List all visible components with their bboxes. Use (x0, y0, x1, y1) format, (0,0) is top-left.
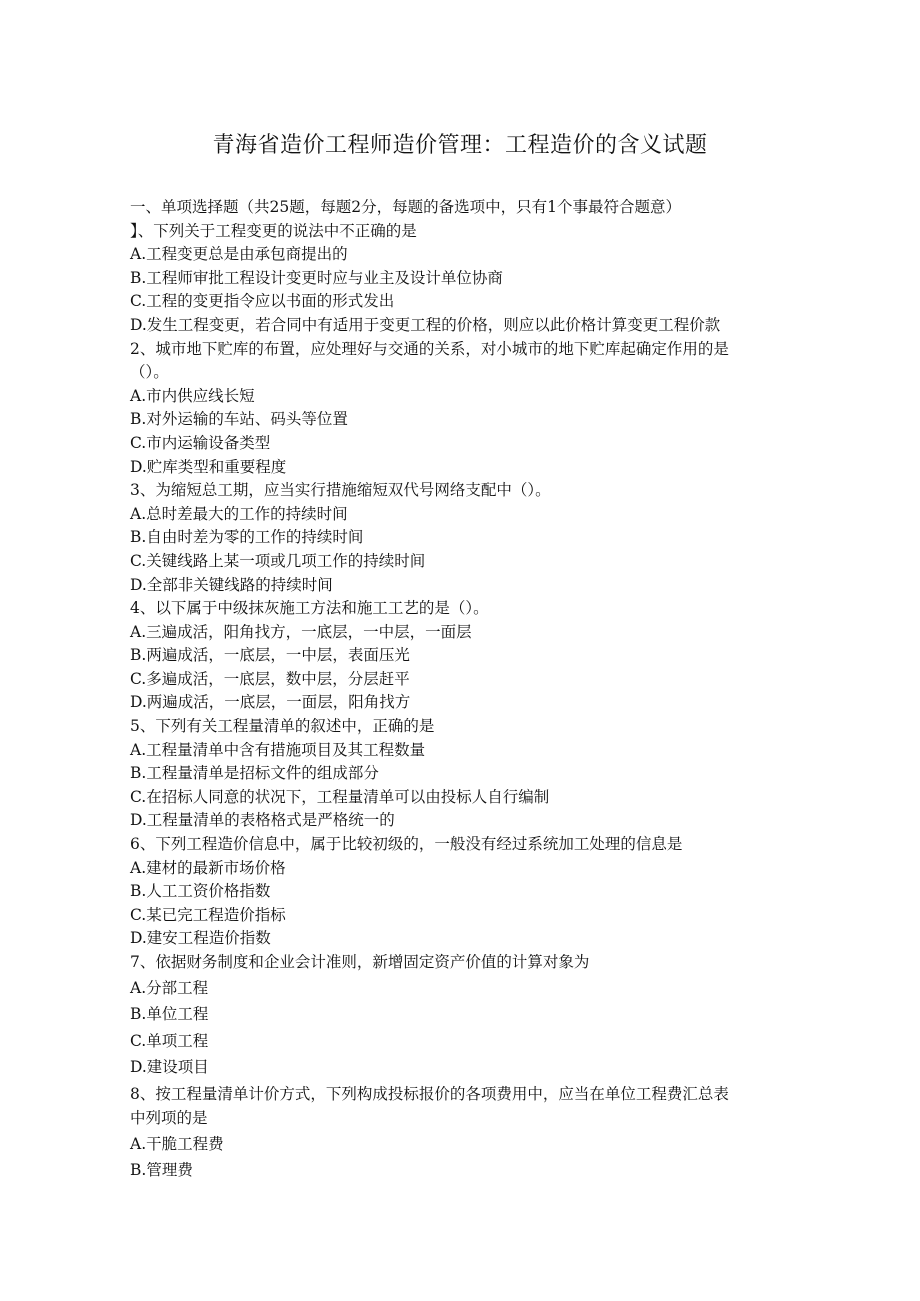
question-5-option-b: B.工程量清单是招标文件的组成部分 (130, 764, 379, 783)
question-2-option-b: B.对外运输的车站、码头等位置 (130, 410, 348, 429)
question-2-option-d: D.贮库类型和重要程度 (130, 457, 287, 476)
question-4-option-b: B.两遍成活，一底层，一中层，表面压光 (130, 646, 410, 665)
question-8-stem: 8、按工程量清单计价方式，下列构成投标报价的各项费用中，应当在单位工程费汇总表 (130, 1084, 729, 1103)
question-3-stem: 3、为缩短总工期，应当实行措施缩短双代号网络支配中（）。 (130, 481, 551, 500)
question-5-option-d: D.工程量清单的表格格式是严格统一的 (130, 811, 395, 830)
question-7-stem: 7、依据财务制度和企业会计准则，新增固定资产价值的计算对象为 (130, 953, 590, 971)
document-body (130, 196, 790, 1184)
question-4-stem: 4、以下属于中级抹灰施工方法和施工工艺的是（）。 (130, 599, 489, 618)
question-6-option-d: D.建安工程造价指数 (130, 929, 271, 948)
question-3-option-d: D.全部非关键线路的持续时间 (130, 575, 333, 594)
question-3-option-c: C.关键线路上某一项或几项工作的持续时间 (130, 551, 426, 570)
question-1-option-b: B.工程师审批工程设计变更时应与业主及设计单位协商 (130, 268, 503, 287)
question-7-option-a: A.分部工程 (130, 978, 209, 997)
question-6-option-c: C.某已完工程造价指标 (130, 905, 286, 924)
document-title: 青海省造价工程师造价管理：工程造价的含义试题 (212, 133, 708, 158)
question-6-stem: 6、下列工程造价信息中，属于比较初级的，一般没有经过系统加工处理的信息是 (130, 835, 683, 854)
question-4-option-a: A.三遍成活，阳角找方，一底层，一中层，一面层 (130, 622, 472, 641)
question-7-option-d: D.建设项目 (130, 1058, 209, 1077)
question-1-option-a: A.工程变更总是由承包商提出的 (130, 245, 348, 264)
question-5-stem: 5、下列有关工程量清单的叙述中，正确的是 (130, 717, 435, 736)
question-8-stem-continued: 中列项的是 (130, 1109, 208, 1128)
question-2-option-c: C.市内运输设备类型 (130, 433, 271, 452)
question-6-option-b: B.人工工资价格指数 (130, 882, 271, 901)
section-heading: 一、单项选择题（共25题，每题2分，每题的备选项中，只有1个事最符合题意） (130, 198, 681, 216)
question-2-stem-continued: （）。 (130, 363, 169, 382)
question-4-option-d: D.两遍成活，一底层，一面层，阳角找方 (130, 693, 411, 712)
question-3-option-a: A.总时差最大的工作的持续时间 (130, 504, 348, 523)
question-1-stem: 】、下列关于工程变更的说法中不正确的是 (130, 221, 417, 240)
question-1-option-c: C.工程的变更指令应以书面的形式发出 (130, 292, 395, 311)
question-8-option-a: A.干脆工程费 (130, 1134, 224, 1153)
question-1-option-d: D.发生工程变更，若合同中有适用于变更工程的价格，则应以此价格计算变更工程价款 (130, 315, 721, 334)
question-5-option-a: A.工程量清单中含有措施项目及其工程数量 (130, 740, 426, 759)
question-7-option-b: B.单位工程 (130, 1005, 209, 1024)
question-5-option-c: C.在招标人同意的状况下，工程量清单可以由投标人自行编制 (130, 787, 550, 806)
question-6-option-a: A.建材的最新市场价格 (130, 858, 286, 877)
question-8-option-b: B.管理费 (130, 1161, 193, 1180)
question-2-option-a: A.市内供应线长短 (130, 386, 255, 405)
question-4-option-c: C.多遍成活，一底层，数中层，分层赶平 (130, 669, 410, 688)
question-2-stem: 2、城市地下贮库的布置，应处理好与交通的关系，对小城市的地下贮库起确定作用的是 (130, 339, 729, 358)
question-7-option-c: C.单项工程 (130, 1031, 209, 1050)
question-3-option-b: B.自由时差为零的工作的持续时间 (130, 528, 364, 547)
